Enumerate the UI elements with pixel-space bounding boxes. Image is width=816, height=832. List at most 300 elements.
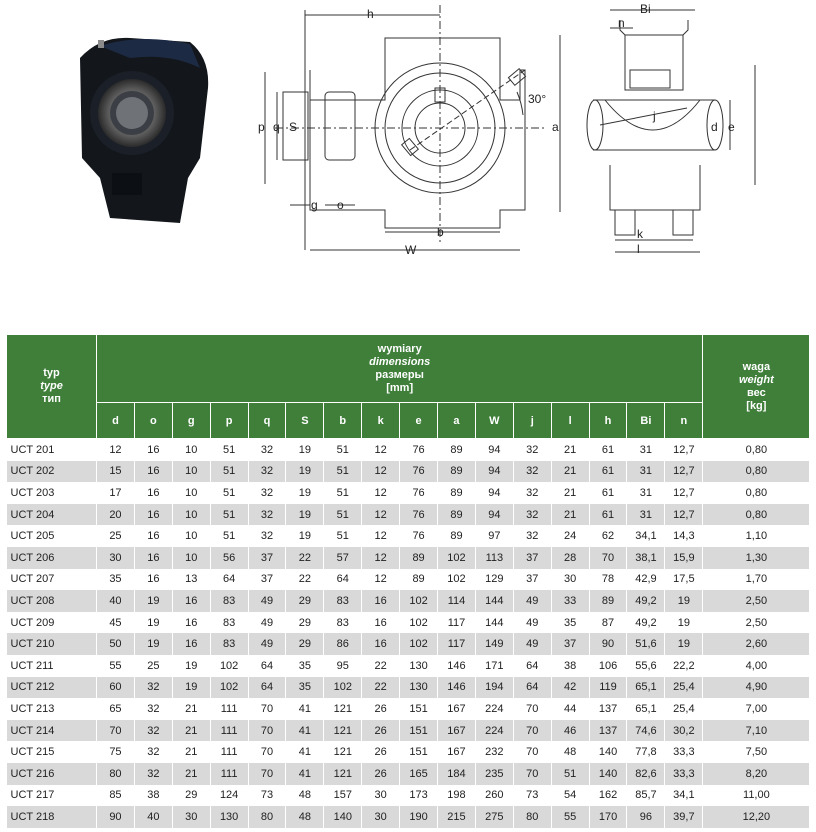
- dimension-cell: 51: [210, 525, 248, 547]
- weight-cell: 0,80: [703, 482, 810, 504]
- dimension-cell: 70: [248, 741, 286, 763]
- dimension-cell: 19: [172, 677, 210, 699]
- dimension-cell: 12: [362, 482, 400, 504]
- dimension-cell: 90: [589, 633, 627, 655]
- table-row: [7, 590, 810, 612]
- dimension-cell: 64: [324, 569, 362, 591]
- dimension-cell: 12: [362, 461, 400, 483]
- dimension-cell: 171: [475, 655, 513, 677]
- dimension-cell: 10: [172, 439, 210, 461]
- dimension-cell: 146: [438, 655, 476, 677]
- dimension-cell: 89: [438, 504, 476, 526]
- dimension-cell: 87: [589, 612, 627, 634]
- dimension-cell: 37: [513, 547, 551, 569]
- dimension-cell: 94: [475, 439, 513, 461]
- column-header: o: [134, 403, 172, 439]
- dim-h: h: [367, 7, 374, 21]
- dimension-cell: 33,3: [665, 763, 703, 785]
- dimension-cell: 37: [248, 547, 286, 569]
- dimension-cell: 89: [438, 525, 476, 547]
- dimension-cell: 157: [324, 785, 362, 807]
- type-cell: UCT 202: [7, 461, 97, 483]
- dimension-cell: 38: [134, 785, 172, 807]
- dimension-cell: 16: [134, 547, 172, 569]
- table-row: [7, 439, 810, 461]
- dimension-cell: 194: [475, 677, 513, 699]
- dimension-cell: 41: [286, 720, 324, 742]
- dimension-cell: 16: [134, 482, 172, 504]
- column-header: j: [513, 403, 551, 439]
- technical-drawing: [255, 0, 815, 265]
- table-row: [7, 482, 810, 504]
- dimension-cell: 30: [362, 806, 400, 828]
- dimension-cell: 16: [134, 525, 172, 547]
- dimension-cell: 54: [551, 785, 589, 807]
- table-row: [7, 720, 810, 742]
- dimension-cell: 173: [400, 785, 438, 807]
- dimension-cell: 111: [210, 720, 248, 742]
- column-header: h: [589, 403, 627, 439]
- dimension-cell: 64: [513, 677, 551, 699]
- table-row: [7, 504, 810, 526]
- dimension-cell: 48: [286, 806, 324, 828]
- dimension-cell: 51: [324, 525, 362, 547]
- dimension-cell: 165: [400, 763, 438, 785]
- dimension-cell: 170: [589, 806, 627, 828]
- dimension-cell: 224: [475, 720, 513, 742]
- dimension-cell: 137: [589, 720, 627, 742]
- dimension-cell: 55: [551, 806, 589, 828]
- dimension-cell: 232: [475, 741, 513, 763]
- dimension-cell: 39,7: [665, 806, 703, 828]
- dimension-cell: 19: [134, 590, 172, 612]
- column-header: e: [400, 403, 438, 439]
- dim-a: a: [552, 120, 559, 134]
- dimension-cell: 16: [172, 590, 210, 612]
- dim-bi: Bi: [640, 2, 651, 16]
- dimension-cell: 111: [210, 698, 248, 720]
- dimension-cell: 19: [665, 590, 703, 612]
- dimension-cell: 32: [248, 461, 286, 483]
- dimension-cell: 80: [248, 806, 286, 828]
- type-cell: UCT 207: [7, 569, 97, 591]
- dimension-cell: 64: [248, 677, 286, 699]
- dimension-cell: 140: [589, 763, 627, 785]
- dimension-cell: 19: [286, 504, 324, 526]
- dimension-cell: 16: [362, 633, 400, 655]
- dimension-cell: 12,7: [665, 504, 703, 526]
- table-row: [7, 525, 810, 547]
- table-row: [7, 806, 810, 828]
- dimension-cell: 64: [210, 569, 248, 591]
- dimension-cell: 73: [513, 785, 551, 807]
- dimension-cell: 78: [589, 569, 627, 591]
- dimension-cell: 38: [551, 655, 589, 677]
- dim-k: k: [637, 227, 643, 241]
- dimension-cell: 32: [134, 741, 172, 763]
- dimension-cell: 12,7: [665, 482, 703, 504]
- dimension-cell: 95: [324, 655, 362, 677]
- type-cell: UCT 218: [7, 806, 97, 828]
- dimension-cell: 22,2: [665, 655, 703, 677]
- dimension-cell: 51: [324, 504, 362, 526]
- dimension-cell: 10: [172, 482, 210, 504]
- dimension-cell: 32: [134, 720, 172, 742]
- dimension-cell: 151: [400, 720, 438, 742]
- weight-cell: 7,10: [703, 720, 810, 742]
- table-row: [7, 763, 810, 785]
- dimension-cell: 151: [400, 741, 438, 763]
- dimension-cell: 19: [172, 655, 210, 677]
- dimension-cell: 121: [324, 763, 362, 785]
- type-cell: UCT 211: [7, 655, 97, 677]
- dimension-cell: 190: [400, 806, 438, 828]
- weight-cell: 7,50: [703, 741, 810, 763]
- dimension-cell: 30: [97, 547, 135, 569]
- column-header: Bi: [627, 403, 665, 439]
- weight-cell: 1,30: [703, 547, 810, 569]
- weight-cell: 8,20: [703, 763, 810, 785]
- dimension-cell: 94: [475, 461, 513, 483]
- dimension-cell: 97: [475, 525, 513, 547]
- dim-j: j: [653, 109, 656, 123]
- dimension-cell: 49: [248, 612, 286, 634]
- dimension-cell: 117: [438, 612, 476, 634]
- dimension-cell: 65,1: [627, 698, 665, 720]
- dimension-cell: 17,5: [665, 569, 703, 591]
- dimension-cell: 25: [134, 655, 172, 677]
- dimension-cell: 32: [513, 461, 551, 483]
- dimension-cell: 106: [589, 655, 627, 677]
- dimension-cell: 51: [210, 482, 248, 504]
- dimension-cell: 77,8: [627, 741, 665, 763]
- dimension-cell: 167: [438, 720, 476, 742]
- dimension-cell: 76: [400, 482, 438, 504]
- dimension-cell: 31: [627, 461, 665, 483]
- table-row: [7, 677, 810, 699]
- dimension-cell: 21: [551, 504, 589, 526]
- column-header: q: [248, 403, 286, 439]
- dimension-cell: 15,9: [665, 547, 703, 569]
- dimension-cell: 90: [97, 806, 135, 828]
- dimension-cell: 162: [589, 785, 627, 807]
- dimension-cell: 12: [362, 439, 400, 461]
- dimension-cell: 85,7: [627, 785, 665, 807]
- dimension-cell: 61: [589, 461, 627, 483]
- dimension-cell: 149: [475, 633, 513, 655]
- dimension-cell: 15: [97, 461, 135, 483]
- dimension-cell: 51: [324, 439, 362, 461]
- table-row: [7, 547, 810, 569]
- dimension-cell: 38,1: [627, 547, 665, 569]
- dimension-cell: 19: [286, 525, 324, 547]
- dimension-cell: 44: [551, 698, 589, 720]
- dimension-cell: 198: [438, 785, 476, 807]
- type-cell: UCT 206: [7, 547, 97, 569]
- table-row: [7, 633, 810, 655]
- dim-g: g: [311, 198, 318, 212]
- dimension-cell: 32: [248, 504, 286, 526]
- dimension-cell: 121: [324, 720, 362, 742]
- dimension-cell: 10: [172, 547, 210, 569]
- dimension-cell: 75: [97, 741, 135, 763]
- dimension-cell: 96: [627, 806, 665, 828]
- dimension-cell: 83: [210, 612, 248, 634]
- dimension-cell: 102: [210, 677, 248, 699]
- dimension-cell: 19: [286, 461, 324, 483]
- dimension-cell: 70: [589, 547, 627, 569]
- dim-e: e: [728, 120, 735, 134]
- dimension-cell: 32: [248, 439, 286, 461]
- type-cell: UCT 216: [7, 763, 97, 785]
- dimension-cell: 55,6: [627, 655, 665, 677]
- dimension-cell: 48: [286, 785, 324, 807]
- table-row: [7, 698, 810, 720]
- dimensions-table: [6, 334, 810, 828]
- dimension-cell: 25: [97, 525, 135, 547]
- weight-cell: 1,10: [703, 525, 810, 547]
- dimension-cell: 130: [210, 806, 248, 828]
- dimension-cell: 89: [438, 461, 476, 483]
- dimension-cell: 30: [172, 806, 210, 828]
- type-cell: UCT 208: [7, 590, 97, 612]
- dimension-cell: 51: [210, 504, 248, 526]
- dimension-cell: 28: [551, 547, 589, 569]
- product-photo: [70, 28, 220, 228]
- dimension-cell: 62: [589, 525, 627, 547]
- dimension-cell: 86: [324, 633, 362, 655]
- dimension-cell: 140: [589, 741, 627, 763]
- dimension-cell: 30: [551, 569, 589, 591]
- dimension-cell: 24: [551, 525, 589, 547]
- dimension-cell: 32: [513, 482, 551, 504]
- dimension-cell: 83: [324, 590, 362, 612]
- dimension-cell: 16: [172, 633, 210, 655]
- column-header: W: [475, 403, 513, 439]
- dimension-cell: 12: [362, 569, 400, 591]
- dimension-cell: 45: [97, 612, 135, 634]
- dimension-cell: 29: [286, 612, 324, 634]
- type-cell: UCT 209: [7, 612, 97, 634]
- dimension-cell: 37: [513, 569, 551, 591]
- dimension-cell: 16: [362, 612, 400, 634]
- dimension-cell: 40: [97, 590, 135, 612]
- dim-q: q: [273, 120, 280, 134]
- dimension-cell: 49: [513, 633, 551, 655]
- table-row: [7, 655, 810, 677]
- weight-cell: 2,50: [703, 612, 810, 634]
- dimension-cell: 16: [362, 590, 400, 612]
- weight-cell: 0,80: [703, 461, 810, 483]
- dimension-cell: 117: [438, 633, 476, 655]
- dimension-cell: 102: [324, 677, 362, 699]
- dimension-cell: 76: [400, 504, 438, 526]
- dimension-cell: 215: [438, 806, 476, 828]
- dimension-cell: 80: [513, 806, 551, 828]
- dimension-cell: 26: [362, 698, 400, 720]
- dimension-cell: 19: [665, 633, 703, 655]
- column-header: p: [210, 403, 248, 439]
- dimension-cell: 73: [248, 785, 286, 807]
- type-cell: UCT 213: [7, 698, 97, 720]
- dimension-cell: 83: [210, 633, 248, 655]
- dimension-cell: 137: [589, 698, 627, 720]
- dimension-cell: 76: [400, 525, 438, 547]
- type-cell: UCT 201: [7, 439, 97, 461]
- dimension-cell: 20: [97, 504, 135, 526]
- table-row: [7, 741, 810, 763]
- dimension-cell: 35: [286, 677, 324, 699]
- dimension-cell: 85: [97, 785, 135, 807]
- table-row: [7, 461, 810, 483]
- dimension-cell: 61: [589, 439, 627, 461]
- dimension-cell: 111: [210, 763, 248, 785]
- dimension-cell: 89: [438, 482, 476, 504]
- dimension-cell: 224: [475, 698, 513, 720]
- weight-cell: 1,70: [703, 569, 810, 591]
- type-cell: UCT 210: [7, 633, 97, 655]
- weight-cell: 7,00: [703, 698, 810, 720]
- dimension-cell: 48: [551, 741, 589, 763]
- dimension-cell: 41: [286, 741, 324, 763]
- dimension-cell: 151: [400, 698, 438, 720]
- dimension-cell: 89: [438, 439, 476, 461]
- dimension-cell: 32: [134, 763, 172, 785]
- dimension-cell: 32: [248, 482, 286, 504]
- dimension-cell: 260: [475, 785, 513, 807]
- column-header: b: [324, 403, 362, 439]
- dimension-cell: 64: [248, 655, 286, 677]
- weight-cell: 2,50: [703, 590, 810, 612]
- table-row: [7, 785, 810, 807]
- dimension-cell: 119: [589, 677, 627, 699]
- column-header: g: [172, 403, 210, 439]
- dimension-cell: 12: [362, 525, 400, 547]
- dimension-cell: 46: [551, 720, 589, 742]
- dimension-cell: 32: [134, 677, 172, 699]
- dimension-cell: 30,2: [665, 720, 703, 742]
- dimension-cell: 144: [475, 590, 513, 612]
- column-header: d: [97, 403, 135, 439]
- dimension-cell: 16: [134, 439, 172, 461]
- dimension-cell: 19: [286, 482, 324, 504]
- dimension-cell: 14,3: [665, 525, 703, 547]
- dim-b: b: [437, 225, 444, 239]
- dimension-cell: 26: [362, 741, 400, 763]
- dimension-cell: 19: [134, 612, 172, 634]
- dimension-cell: 61: [589, 482, 627, 504]
- type-cell: UCT 217: [7, 785, 97, 807]
- dimension-cell: 64: [513, 655, 551, 677]
- dimension-cell: 130: [400, 655, 438, 677]
- dimension-cell: 146: [438, 677, 476, 699]
- dimension-cell: 50: [97, 633, 135, 655]
- dimension-cell: 56: [210, 547, 248, 569]
- dimension-cell: 89: [589, 590, 627, 612]
- dim-p: p: [258, 120, 265, 134]
- dimension-cell: 16: [134, 461, 172, 483]
- dimension-cell: 51: [210, 439, 248, 461]
- dimension-cell: 32: [513, 439, 551, 461]
- header-type: typ type тип: [7, 335, 97, 439]
- dimension-cell: 21: [551, 439, 589, 461]
- dimension-cell: 37: [551, 633, 589, 655]
- dim-angle: 30°: [528, 92, 547, 106]
- dimension-cell: 25,4: [665, 698, 703, 720]
- dimension-cell: 29: [286, 633, 324, 655]
- dimension-cell: 12: [97, 439, 135, 461]
- dimension-cell: 16: [134, 504, 172, 526]
- weight-cell: 0,80: [703, 504, 810, 526]
- dimension-cell: 89: [400, 547, 438, 569]
- column-header: l: [551, 403, 589, 439]
- type-cell: UCT 204: [7, 504, 97, 526]
- dimension-cell: 114: [438, 590, 476, 612]
- dimension-cell: 19: [665, 612, 703, 634]
- dimension-cell: 42: [551, 677, 589, 699]
- dimension-cell: 76: [400, 439, 438, 461]
- dimension-cell: 61: [589, 504, 627, 526]
- dimension-cell: 41: [286, 698, 324, 720]
- dimension-cell: 144: [475, 612, 513, 634]
- dimension-cell: 19: [286, 439, 324, 461]
- dim-n: n: [618, 16, 625, 30]
- dimension-cell: 82,6: [627, 763, 665, 785]
- dim-d: d: [711, 120, 718, 134]
- dimension-cell: 55: [97, 655, 135, 677]
- dim-o: o: [337, 198, 344, 212]
- dimension-cell: 70: [513, 763, 551, 785]
- dimension-cell: 29: [286, 590, 324, 612]
- dimension-cell: 35: [97, 569, 135, 591]
- dimension-cell: 41: [286, 763, 324, 785]
- dimension-cell: 70: [248, 763, 286, 785]
- dimension-cell: 21: [551, 482, 589, 504]
- header-dimensions: wymiary dimensions размеры [mm]: [97, 335, 703, 403]
- dimension-cell: 21: [172, 720, 210, 742]
- dimension-cell: 42,9: [627, 569, 665, 591]
- dimension-cell: 83: [324, 612, 362, 634]
- dim-l: l: [637, 242, 640, 256]
- dimension-cell: 31: [627, 439, 665, 461]
- dimension-cell: 51,6: [627, 633, 665, 655]
- dimension-cell: 102: [400, 633, 438, 655]
- dimension-cell: 235: [475, 763, 513, 785]
- dimension-cell: 102: [400, 612, 438, 634]
- dimension-cell: 65,1: [627, 677, 665, 699]
- type-cell: UCT 214: [7, 720, 97, 742]
- weight-cell: 0,80: [703, 439, 810, 461]
- type-cell: UCT 203: [7, 482, 97, 504]
- weight-cell: 4,00: [703, 655, 810, 677]
- dimension-cell: 22: [362, 677, 400, 699]
- dimension-cell: 21: [551, 461, 589, 483]
- dimension-cell: 70: [97, 720, 135, 742]
- dimension-cell: 83: [210, 590, 248, 612]
- dimension-cell: 129: [475, 569, 513, 591]
- weight-cell: 2,60: [703, 633, 810, 655]
- dimension-cell: 34,1: [665, 785, 703, 807]
- dimension-cell: 70: [248, 698, 286, 720]
- weight-cell: 4,90: [703, 677, 810, 699]
- dimension-cell: 33,3: [665, 741, 703, 763]
- dim-w: W: [405, 243, 417, 257]
- dimension-cell: 130: [400, 677, 438, 699]
- dimension-cell: 124: [210, 785, 248, 807]
- dimension-cell: 34,1: [627, 525, 665, 547]
- dimension-cell: 70: [513, 741, 551, 763]
- dimension-cell: 32: [513, 504, 551, 526]
